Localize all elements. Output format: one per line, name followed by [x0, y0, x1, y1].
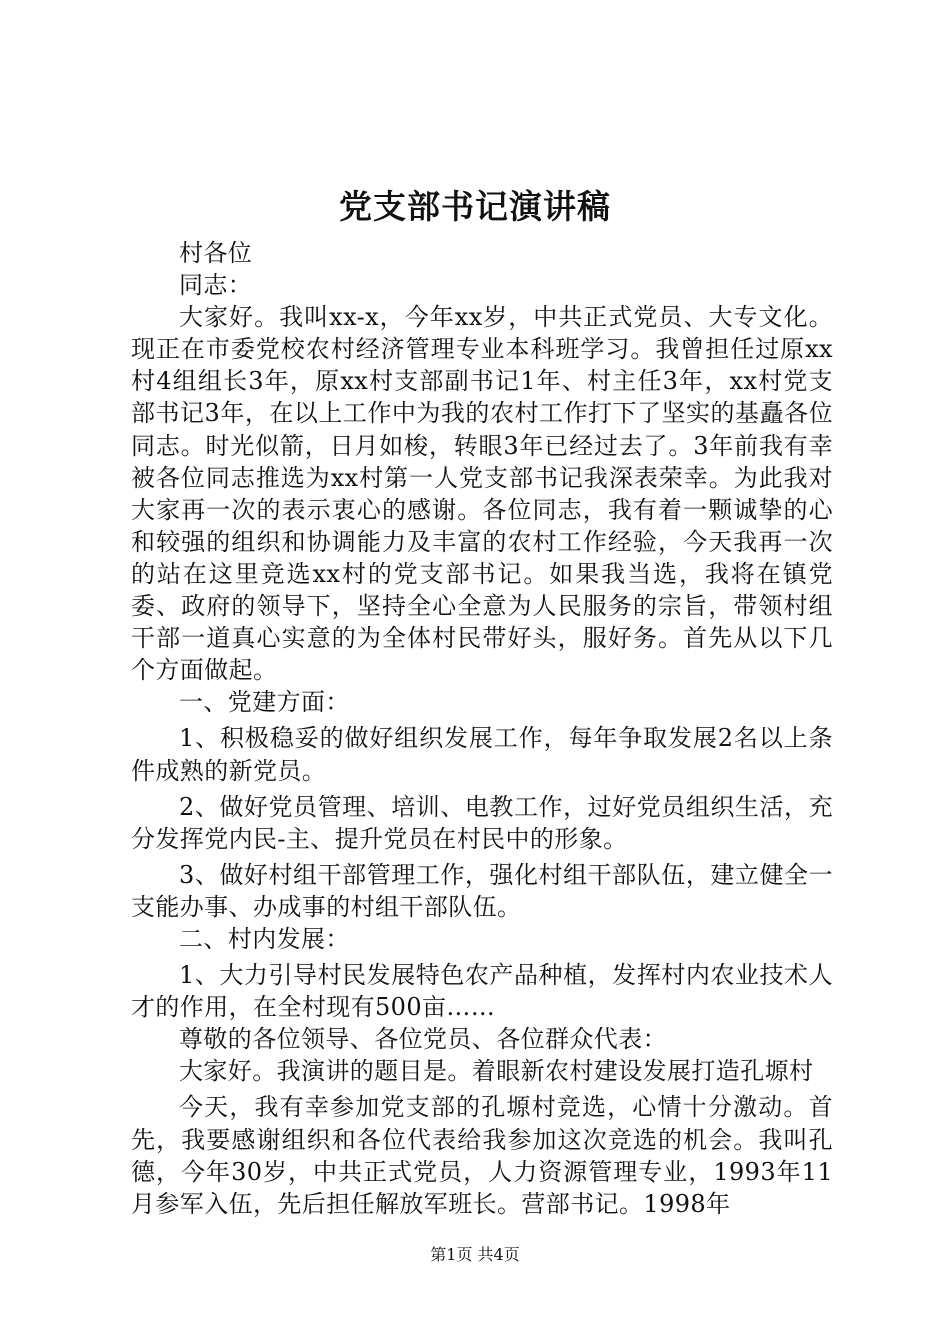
body-paragraph: 2、做好党员管理、培训、电教工作，过好党员组织生活，充分发挥党内民-主、提升党员在村民中的形象。 [131, 792, 833, 853]
document-body [131, 237, 833, 1220]
section-heading: 二、村内发展： [179, 924, 350, 953]
salutation-line: 尊敬的各位领导、各位党员、各位群众代表： [179, 1025, 667, 1054]
body-paragraph: 今天，我有幸参加党支部的孔塬村竞选，心情十分激动。首先，我要感谢组织和各位代表给我参加这次竞选的机会。我叫孔德，今年30岁，中共正式党员，人力资源管理专业，1993年11月参军入伍，先后担任解放军班长。营部书记。1998年 [131, 1093, 833, 1218]
body-paragraph: 1、大力引导村民发展特色农产品种植，发挥村内农业技术人才的作用，在全村现有500亩…… [131, 961, 833, 1022]
body-paragraph: 大家好。我叫xx-x，今年xx岁，中共正式党员、大专文化。现正在市委党校农村经济管理专业本科班学习。我曾担任过原xx村4组组长3年，原xx村支部副书记1年、村主任3年，xx村党支部书记3年，在以上工作中为我的农村工作打下了坚实的基矗各位同志。时光似箭，日月如梭，转眼3年已经过去了。3年前我有幸被各位同志推选为xx村第一人党支部书记我深表荣幸。为此我对大家再一次的表示衷心的感谢。各位同志，我有着一颗诚挚的心和较强的组织和协调能力及丰富的农村工作经验，今天我再一次的站在这里竞选xx村的党支部书记。如果我当选，我将在镇党委、政府的领导下，坚持全心全意为人民服务的宗旨，带领村组干部一道真心实意的为全体村民带好头，服好务。首先从以下几个方面做起。 [131, 303, 833, 685]
section-heading: 一、党建方面： [179, 688, 350, 717]
page-footer: 第1页 共4页 [430, 1245, 520, 1264]
document-title: 党支部书记演讲稿 [339, 187, 611, 226]
body-paragraph: 3、做好村组干部管理工作，强化村组干部队伍，建立健全一支能办事、办成事的村组干部队伍。 [131, 860, 833, 921]
salutation-line-2: 同志： [179, 271, 253, 300]
body-paragraph: 大家好。我演讲的题目是。着眼新农村建设发展打造孔塬村 [179, 1057, 814, 1086]
salutation-line-1: 村各位 [179, 239, 253, 267]
body-paragraph: 1、积极稳妥的做好组织发展工作，每年争取发展2名以上条件成熟的新党员。 [131, 724, 833, 785]
